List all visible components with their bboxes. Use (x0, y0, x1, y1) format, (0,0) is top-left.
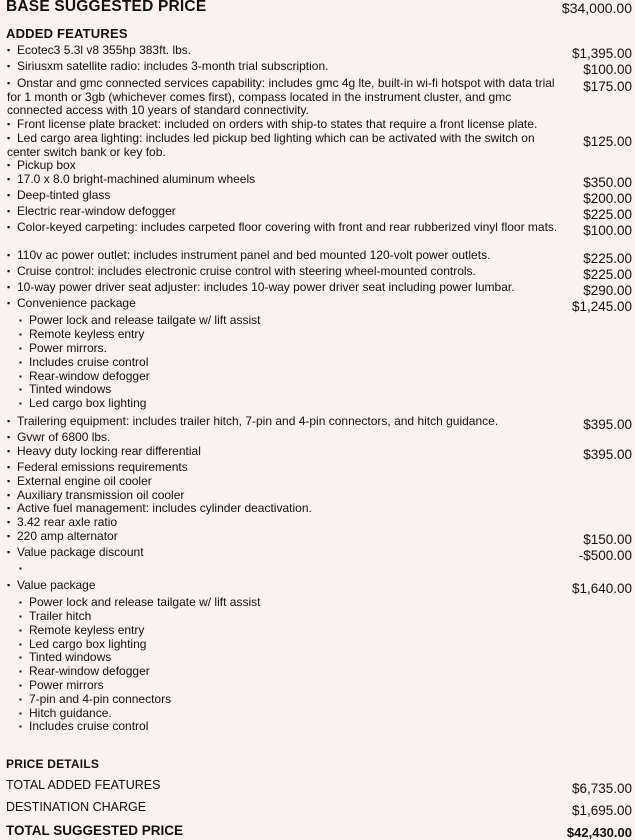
added-features-heading: ADDED FEATURES (6, 26, 128, 41)
bullet-icon: ▪ (7, 78, 11, 88)
bullet-icon: ▪ (7, 45, 11, 55)
sub-item: ▪ Led cargo box lighting (19, 396, 147, 410)
bullet-icon: ▪ (7, 416, 11, 426)
item-price: $225.00 (583, 207, 632, 222)
item-price: $395.00 (583, 417, 632, 432)
list-item: ▪ Value package discount (7, 545, 144, 559)
bullet-icon: ▪ (19, 316, 22, 325)
bullet-icon: ▪ (19, 653, 22, 662)
bullet-icon: ▪ (19, 598, 22, 607)
item-price: $100.00 (583, 62, 632, 77)
sub-item: ▪ Tinted windows (19, 650, 112, 664)
sub-item: ▪ Led cargo box lighting (19, 637, 147, 651)
bullet-icon: ▪ (7, 298, 11, 308)
item-price: $1,395.00 (571, 46, 632, 61)
list-item: ▪ Onstar and gmc connected services capability: includes gmc 4g lte, built-in wi-fi hotspot with data trial for 1 month or 3gb (whichever comes first), compass located in the instrument cluster, and gmc connected access with 10 years of standard connectivity. (7, 76, 555, 118)
bullet-icon: ▪ (19, 626, 22, 635)
bullet-icon: ▪ (19, 399, 22, 408)
list-item: ▪ Cruise control: includes electronic cruise control with steering wheel-mounted controls. (7, 264, 476, 278)
bullet-icon: ▪ (19, 564, 22, 573)
list-item: ▪ 220 amp alternator (7, 529, 118, 543)
list-item: ▪ External engine oil cooler (7, 474, 152, 488)
item-price: -$500.00 (578, 548, 632, 563)
sub-item: ▪ 7-pin and 4-pin connectors (19, 692, 172, 706)
sub-item: ▪ Remote keyless entry (19, 623, 145, 637)
base-price-value: $34,000.00 (561, 0, 632, 16)
item-price: $290.00 (583, 283, 632, 298)
sub-item: ▪ Hitch guidance. (19, 706, 112, 720)
bullet-icon: ▪ (7, 476, 11, 486)
list-item: ▪ 3.42 rear axle ratio (7, 515, 118, 529)
bullet-icon: ▪ (7, 250, 11, 260)
bullet-icon: ▪ (7, 547, 11, 557)
bullet-icon: ▪ (7, 432, 11, 442)
list-item: ▪ 10-way power driver seat adjuster: includes 10-way power driver seat including power lumbar. (7, 280, 515, 294)
sub-item: ▪ Power mirrors. (19, 341, 108, 355)
item-price: $100.00 (583, 223, 632, 238)
item-price: $1,640.00 (571, 581, 632, 596)
total-suggested-price-value: $42,430.00 (566, 825, 632, 840)
item-price: $350.00 (583, 175, 632, 190)
total-suggested-price-label: TOTAL SUGGESTED PRICE (6, 823, 184, 838)
list-item: ▪ Active fuel management: includes cylinder deactivation. (7, 501, 312, 515)
sub-item: ▪ Includes cruise control (19, 355, 149, 369)
bullet-icon: ▪ (7, 503, 11, 513)
list-item: ▪ Deep-tinted glass (7, 188, 111, 202)
bullet-icon: ▪ (19, 344, 22, 353)
sub-item: ▪ Includes cruise control (19, 719, 149, 733)
sub-item: ▪ Power mirrors (19, 678, 104, 692)
bullet-icon: ▪ (7, 282, 11, 292)
item-price: $225.00 (583, 251, 632, 266)
item-price: $125.00 (583, 134, 632, 149)
bullet-icon: ▪ (7, 446, 11, 456)
item-price: $395.00 (583, 447, 632, 462)
bullet-icon: ▪ (7, 206, 11, 216)
bullet-icon: ▪ (19, 358, 22, 367)
list-item: ▪ Convenience package (7, 296, 136, 310)
bullet-icon: ▪ (19, 640, 22, 649)
list-item: ▪ Siriusxm satellite radio: includes 3-month trial subscription. (7, 59, 329, 73)
total-added-features-price: $6,735.00 (571, 781, 632, 796)
list-item: ▪ Trailering equipment: includes trailer hitch, 7-pin and 4-pin connectors, and hitch guidance. (7, 414, 499, 428)
destination-charge-price: $1,695.00 (571, 803, 632, 818)
bullet-icon: ▪ (7, 517, 11, 527)
list-item: ▪ 110v ac power outlet: includes instrument panel and bed mounted 120-volt power outlets. (7, 248, 491, 262)
bullet-icon: ▪ (7, 190, 11, 200)
bullet-icon: ▪ (7, 119, 11, 129)
list-item: ▪ 17.0 x 8.0 bright-machined aluminum wheels (7, 172, 256, 186)
bullet-icon: ▪ (7, 160, 11, 170)
list-item: ▪ Gvwr of 6800 lbs. (7, 430, 111, 444)
bullet-icon: ▪ (7, 266, 11, 276)
item-price: $1,245.00 (571, 299, 632, 314)
bullet-icon: ▪ (7, 462, 11, 472)
bullet-icon: ▪ (19, 330, 22, 339)
list-item: ▪ Heavy duty locking rear differential (7, 444, 201, 458)
base-price-label: BASE SUGGESTED PRICE (6, 0, 207, 15)
bullet-icon: ▪ (7, 222, 11, 232)
bullet-icon: ▪ (19, 722, 22, 731)
item-price: $200.00 (583, 191, 632, 206)
bullet-icon: ▪ (7, 490, 11, 500)
list-item: ▪ Color-keyed carpeting: includes carpeted floor covering with front and rear rubberized vinyl floor mats. (7, 220, 558, 234)
total-added-features-label: TOTAL ADDED FEATURES (6, 778, 161, 792)
bullet-icon: ▪ (19, 695, 22, 704)
bullet-icon: ▪ (19, 612, 22, 621)
list-item: ▪ Electric rear-window defogger (7, 204, 176, 218)
list-item: ▪ Value package (7, 578, 96, 592)
bullet-icon: ▪ (7, 174, 11, 184)
item-price: $150.00 (583, 532, 632, 547)
list-item: ▪ Front license plate bracket: included on orders with ship-to states that require a front license plate. (7, 117, 538, 131)
bullet-icon: ▪ (7, 531, 11, 541)
list-item: ▪ Pickup box (7, 158, 76, 172)
sub-item: ▪ Power lock and release tailgate w/ lift assist (19, 313, 261, 327)
empty-sub-item (19, 562, 29, 576)
bullet-icon: ▪ (19, 681, 22, 690)
sub-item: ▪ Rear-window defogger (19, 369, 150, 383)
bullet-icon: ▪ (7, 580, 11, 590)
sub-item: ▪ Rear-window defogger (19, 664, 150, 678)
list-item: ▪ Auxiliary transmission oil cooler (7, 488, 185, 502)
price-details-heading: PRICE DETAILS (6, 757, 100, 771)
item-price: $175.00 (583, 79, 632, 94)
sub-item: ▪ Power lock and release tailgate w/ lift assist (19, 595, 261, 609)
sub-item: ▪ Remote keyless entry (19, 327, 145, 341)
bullet-icon: ▪ (19, 372, 22, 381)
bullet-icon: ▪ (7, 61, 11, 71)
bullet-icon: ▪ (19, 667, 22, 676)
sub-item: ▪ Trailer hitch (19, 609, 92, 623)
list-item: ▪ Led cargo area lighting: includes led pickup bed lighting which can be activated with the switch on center switch bank or key fob. (7, 131, 535, 159)
item-price: $225.00 (583, 267, 632, 282)
list-item: ▪ Ecotec3 5.3l v8 355hp 383ft. lbs. (7, 43, 192, 57)
bullet-icon: ▪ (19, 385, 22, 394)
destination-charge-label: DESTINATION CHARGE (6, 800, 147, 814)
bullet-icon: ▪ (19, 709, 22, 718)
sub-item: ▪ Tinted windows (19, 382, 112, 396)
list-item: ▪ Federal emissions requirements (7, 460, 188, 474)
bullet-icon: ▪ (7, 133, 11, 143)
